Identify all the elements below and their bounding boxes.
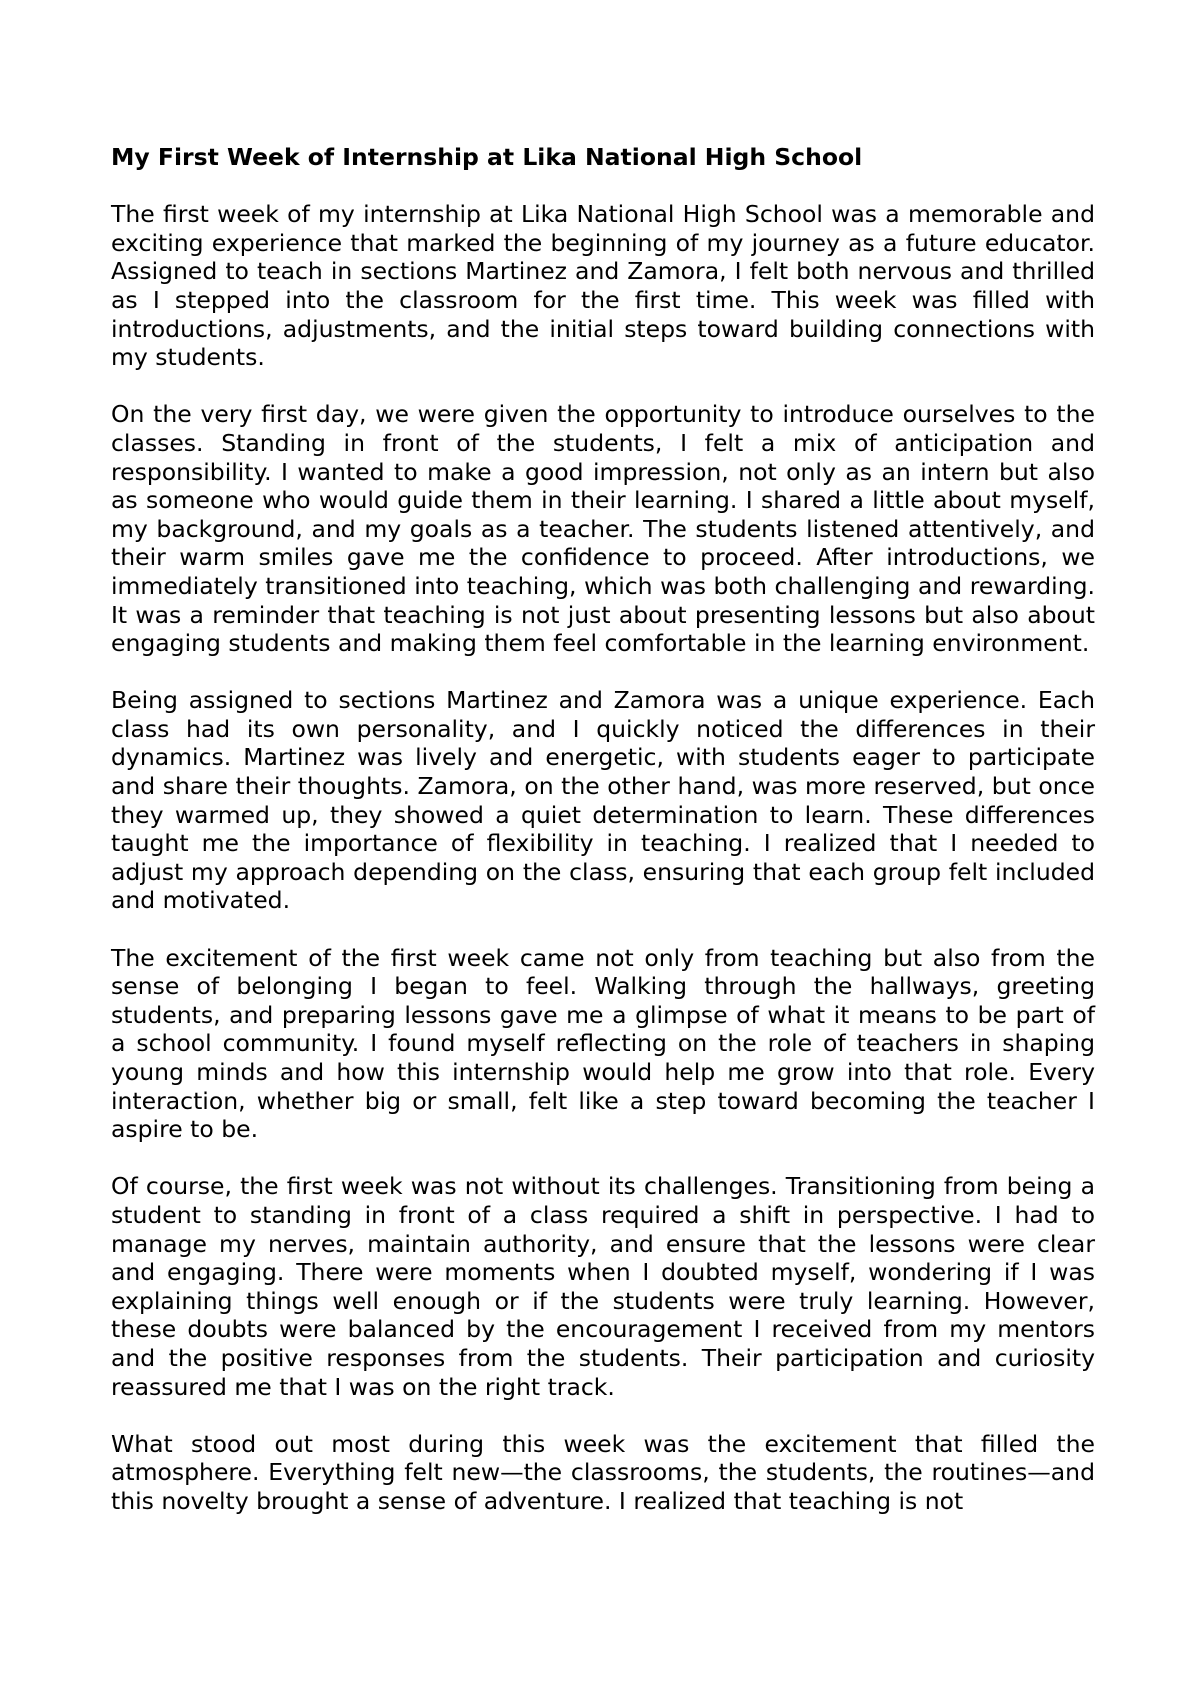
document-title: My First Week of Internship at Lika National High School: [111, 143, 863, 171]
document-body: [111, 143, 1095, 1516]
paragraph: Of course, the first week was not without its challenges. Transitioning from being a student to standing in front of a class required a shift in perspective. I had to manage my nerves, maintain authority, and ensure that the lessons were clear and engaging. There were moments when I doubted myself, wondering if I was explaining things well enough or if the students were truly learning. However, these doubts were balanced by the encouragement I received from my mentors and the positive responses from the students. Their participation and curiosity reassured me that I was on the right track.: [111, 1172, 1095, 1401]
paragraph: The excitement of the first week came not only from teaching but also from the sense of belonging I began to feel. Walking through the hallways, greeting students, and preparing lessons gave me a glimpse of what it means to be part of a school community. I found myself reflecting on the role of teachers in shaping young minds and how this internship would help me grow into that role. Every interaction, whether big or small, felt like a step toward becoming the teacher I aspire to be.: [111, 943, 1095, 1144]
paragraph: Being assigned to sections Martinez and Zamora was a unique experience. Each class had its own personality, and I quickly noticed the differences in their dynamics. Martinez was lively and energetic, with students eager to participate and share their thoughts. Zamora, on the other hand, was more reserved, but once they warmed up, they showed a quiet determination to learn. These differences taught me the importance of flexibility in teaching. I realized that I needed to adjust my approach depending on the class, ensuring that each group felt included and motivated.: [111, 686, 1095, 915]
paragraph: On the very first day, we were given the opportunity to introduce ourselves to the classes. Standing in front of the students, I felt a mix of anticipation and responsibility. I wanted to make a good impression, not only as an intern but also as someone who would guide them in their learning. I shared a little about myself, my background, and my goals as a teacher. The students listened attentively, and their warm smiles gave me the confidence to proceed. After introductions, we immediately transitioned into teaching, which was both challenging and rewarding. It was a reminder that teaching is not just about presenting lessons but also about engaging students and making them feel comfortable in the learning environment.: [111, 400, 1095, 658]
paragraph: The first week of my internship at Lika National High School was a memorable and exciting experience that marked the beginning of my journey as a future educator. Assigned to teach in sections Martinez and Zamora, I felt both nervous and thrilled as I stepped into the classroom for the first time. This week was filled with introductions, adjustments, and the initial steps toward building connections with my students.: [111, 200, 1095, 372]
paragraph: What stood out most during this week was the excitement that filled the atmosphere. Everything felt new—the classrooms, the students, the routines—and this novelty brought a sense of adventure. I realized that teaching is not: [111, 1429, 1095, 1515]
